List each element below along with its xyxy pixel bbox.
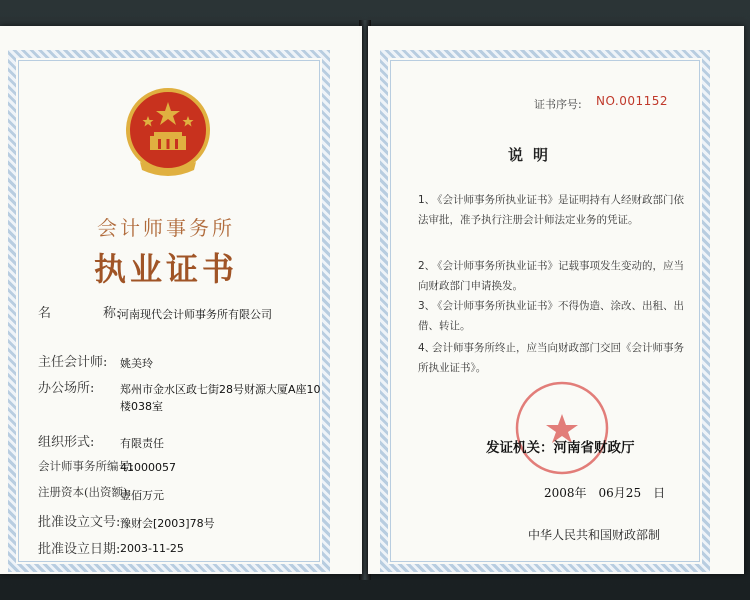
- note-number: 1、: [418, 194, 436, 206]
- firm-number-label: 会计师事务所编号:: [38, 459, 134, 473]
- note-text: 会计师事务所终止，应当向财政部门交回《会计师事务所执业证书》。: [418, 342, 684, 374]
- right-page: [368, 26, 744, 574]
- approval-date-value: 2003-11-25: [120, 542, 184, 555]
- official-seal-icon: [512, 378, 612, 478]
- national-emblem-icon: [118, 84, 218, 184]
- name-label: 名 称:: [38, 306, 121, 321]
- certificate-maker: 中华人民共和国财政部制: [528, 528, 661, 542]
- notes-heading: 说明: [508, 146, 559, 164]
- note-item: [418, 256, 688, 296]
- left-page: [0, 26, 362, 574]
- chief-accountant-label: 主任会计师:: [38, 355, 108, 370]
- registered-capital-label: 注册资本(出资额):: [38, 485, 132, 499]
- note-text: 《会计师事务所执业证书》不得伪造、涂改、出租、出借、转让。: [418, 300, 684, 332]
- office-address-value-line2: 楼038室: [120, 400, 163, 413]
- note-number: 3、: [418, 300, 436, 312]
- organization-form-value: 有限责任: [120, 437, 164, 450]
- organization-form-label: 组织形式:: [38, 435, 95, 450]
- firm-number-value: 41000057: [120, 461, 176, 474]
- note-number: 2、: [418, 260, 436, 272]
- issuing-authority: 发证机关：河南省财政厅: [486, 440, 635, 456]
- note-number: 4、: [418, 342, 436, 354]
- note-item: [418, 296, 688, 336]
- serial-number-label: 证书序号:: [534, 98, 582, 111]
- approval-document-label: 批准设立文号:: [38, 515, 121, 530]
- name-value: 河南现代会计师事务所有限公司: [118, 308, 272, 321]
- issue-date: 2008年 06月25 日: [544, 486, 666, 500]
- registered-capital-value: 壹佰万元: [120, 489, 164, 502]
- serial-number-value: NO.001152: [596, 94, 669, 108]
- office-address-value: 郑州市金水区政七街28号财源大厦A座10: [120, 383, 321, 396]
- note-text: 《会计师事务所执业证书》记载事项发生变动的，应当向财政部门申请换发。: [418, 260, 684, 292]
- note-item: [418, 338, 688, 378]
- office-address-label: 办公场所:: [38, 381, 95, 396]
- org-type-heading: 会计师事务所: [97, 216, 235, 240]
- approval-date-label: 批准设立日期:: [38, 542, 121, 557]
- note-text: 《会计师事务所执业证书》是证明持有人经财政部门依法审批，准予执行注册会计师法定业务的凭证。: [418, 194, 684, 226]
- certificate-title: 执业证书: [93, 250, 238, 288]
- chief-accountant-value: 姚美玲: [120, 357, 153, 370]
- note-item: [418, 190, 688, 230]
- approval-document-value: 豫财会[2003]78号: [120, 517, 215, 530]
